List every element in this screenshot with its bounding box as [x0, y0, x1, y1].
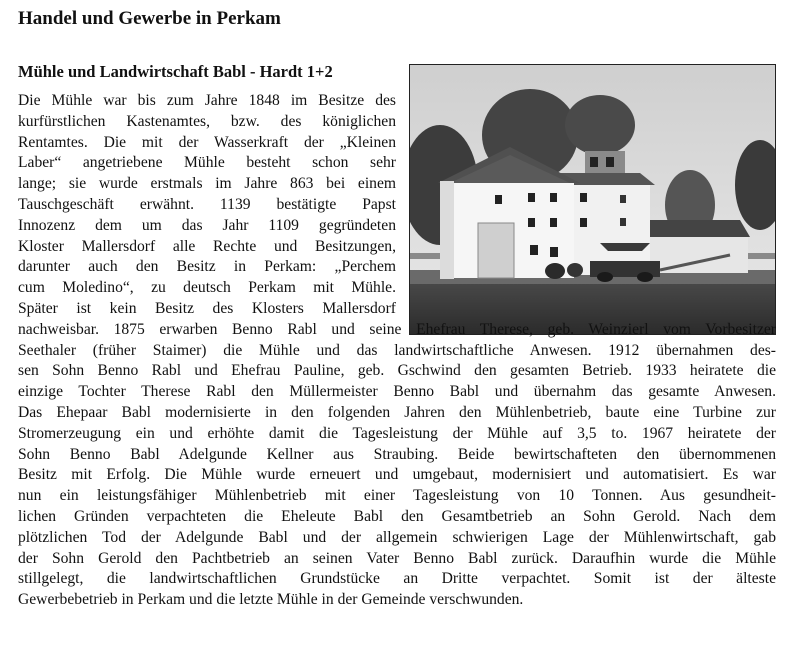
text-line: Später ist kein Besitz des Klosters Mallersdorf: [18, 300, 396, 317]
text-line: lichen Gründen verpachteten die Eheleute Babl den Gesamtbetrieb an Sohn Gerold. Nach dem: [18, 508, 776, 525]
text-line: einzige Tochter Therese Rabl den Müllermeister Benno Babl und übernahm das gesamte Anwesen.: [18, 383, 776, 401]
text-line: lange; sie wurde erstmals im Jahre 863 bei einem: [18, 175, 396, 193]
text-line: Rentamtes. Die mit der Wasserkraft der „Kleinen: [18, 133, 396, 151]
text-line: cum Moledino“, zu deutsch Perkam mit Mühle.: [18, 279, 396, 297]
page-title: Handel und Gewerbe in Perkam: [18, 8, 281, 29]
text-line: Die Mühle war bis zum Jahre 1848 im Besitze des: [18, 92, 396, 109]
text-line: kurfürstlichen Kastenamtes, bzw. des königlichen: [18, 112, 396, 130]
text-line: Seethaler (früher Staimer) die Mühle und das landwirtschaftliche Anwesen. 1912 übernahmen des-: [18, 341, 776, 359]
mill-photo-drawing: [410, 65, 776, 335]
text-line: Innozenz dem um das Jahr 1109 gegründeten: [18, 216, 396, 234]
text-line: nun ein leistungsfähiger Mühlenbetrieb mit einer Tagesleistung von 10 Tonnen. Aus gesundheit-: [18, 487, 776, 505]
text-line: Sohn Benno Babl Adelgunde Kellner aus Straubing. Beide bewirtschafteten den übernommenen: [18, 445, 776, 463]
text-line: Das Ehepaar Babl modernisierte in den folgenden Jahren den Mühlenbetrieb, baute eine Turbine zur: [18, 404, 776, 421]
text-line: plötzlichen Tod der Adelgunde Babl und der allgemein schwierigen Lage der Mühlenwirtschaft, gab: [18, 528, 776, 546]
text-line: Besitz mit Erfolg. Die Mühle wurde erneuert und umgebaut, modernisiert und automatisiert. Es war: [18, 466, 776, 484]
text-line: stillgelegt, die landwirtschaftlichen Grundstücke an Dritte verpachtet. Somit ist der älteste: [18, 570, 776, 588]
text-line: nachweisbar. 1875 erwarben Benno Rabl und seine Ehefrau Therese, geb. Weinzierl vom Vorbesitzer: [18, 320, 776, 338]
mill-building-photo: [409, 64, 776, 335]
text-line: Kloster Mallersdorf alle Rechte und Besitzungen,: [18, 237, 396, 255]
text-line: Laber“ angetriebene Mühle besteht schon sehr: [18, 154, 396, 172]
text-line: Tauschgeschäft erwähnt. 1139 bestätigte Papst: [18, 196, 396, 213]
section-subtitle: Mühle und Landwirtschaft Babl - Hardt 1+2: [18, 62, 333, 81]
text-line: der Sohn Gerold den Pachtbetrieb an seinen Vater Benno Babl zurück. Daraufhin wurde die Mühle: [18, 549, 776, 567]
text-line: Gewerbebetrieb in Perkam und die letzte Mühle in der Gemeinde verschwunden.: [18, 591, 524, 609]
text-line: darunter auch den Besitz in Perkam: „Perchem: [18, 258, 396, 276]
text-line: sen Sohn Benno Rabl und Ehefrau Pauline, geb. Gschwind den gesamten Betrieb. 1933 heiratete die: [18, 362, 776, 380]
text-line: Stromerzeugung ein und erhöhte damit die Tagesleistung der Mühle auf 3,5 to. 1967 heiratete der: [18, 424, 776, 442]
